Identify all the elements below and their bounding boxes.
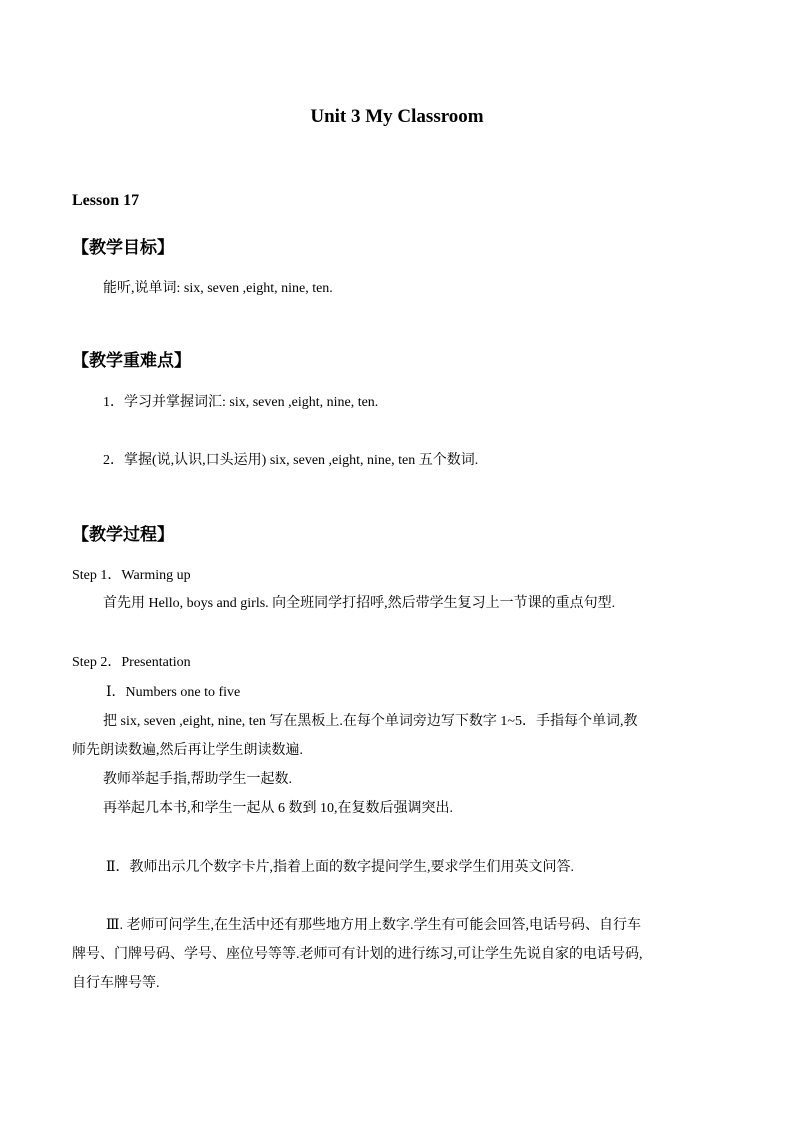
process-heading: 【教学过程】 xyxy=(72,525,174,544)
part3-text-line: Ⅲ. 老师可问学生,在生活中还有那些地方用上数字.学生有可能会回答,电话号码、自行车 xyxy=(106,918,641,933)
part1-text-line: 教师举起手指,帮助学生一起数. xyxy=(103,772,292,787)
part1-text-line: 把 six, seven ,eight, nine, ten 写在黑板上.在每个单词旁边写下数字 1~5．手指每个单词,教 xyxy=(103,714,638,729)
step1-label: Step 1．Warming up xyxy=(72,568,191,583)
step2-label: Step 2．Presentation xyxy=(72,655,191,670)
objectives-heading: 【教学目标】 xyxy=(72,238,174,257)
part1-title: Ⅰ．Numbers one to five xyxy=(106,685,241,700)
key-points-heading: 【教学重难点】 xyxy=(72,351,191,370)
part3-text-line: 自行车牌号等. xyxy=(72,976,160,991)
key-point-item: 1．学习并掌握词汇: six, seven ,eight, nine, ten. xyxy=(103,395,379,410)
page-title: Unit 3 My Classroom xyxy=(310,106,484,127)
part1-text-line: 师先朗读数遍,然后再让学生朗读数遍. xyxy=(72,743,303,758)
objectives-text: 能听,说单词: six, seven ,eight, nine, ten. xyxy=(103,281,333,296)
lesson-label: Lesson 17 xyxy=(72,192,140,209)
part1-text-line: 再举起几本书,和学生一起从 6 数到 10,在复数后强调突出. xyxy=(103,801,453,816)
step1-text: 首先用 Hello, boys and girls. 向全班同学打招呼,然后带学生复习上一节课的重点句型. xyxy=(103,596,616,611)
part2-text: Ⅱ．教师出示几个数字卡片,指着上面的数字提问学生,要求学生们用英文问答. xyxy=(106,860,575,875)
part3-text-line: 牌号、门牌号码、学号、座位号等等.老师可有计划的进行练习,可让学生先说自家的电话号码, xyxy=(72,947,643,962)
key-point-item: 2．掌握(说,认识,口头运用) six, seven ,eight, nine, ten 五个数词. xyxy=(103,453,479,468)
